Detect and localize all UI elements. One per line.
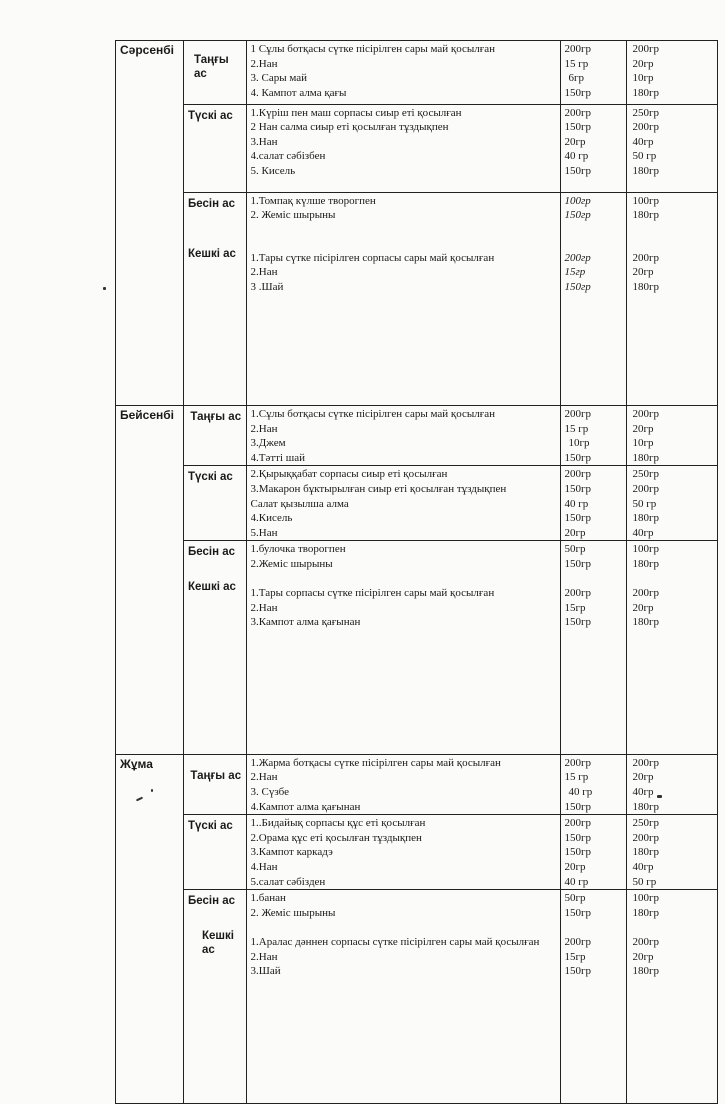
day-name: Жұма bbox=[116, 754, 184, 1103]
menu-item: 2. Жеміс шырыны bbox=[250, 906, 336, 919]
portion-value: 180гр bbox=[632, 451, 660, 464]
menu-item: 2 Нан салма сиыр еті қосылған тұздықпен bbox=[250, 121, 449, 134]
menu-item: 2.Нан bbox=[250, 771, 278, 784]
portion-col2 bbox=[626, 41, 717, 104]
portion-value: 40 гр bbox=[564, 150, 589, 163]
meal-items bbox=[246, 406, 560, 466]
menu-item: 1.Сұлы ботқасы сүтке пісірілген сары май қосылған bbox=[250, 408, 496, 420]
portion-value: 40 гр bbox=[564, 497, 589, 510]
portion-value: 200гр bbox=[632, 482, 660, 495]
menu-item: 3.Джем bbox=[250, 437, 286, 450]
portion-col2 bbox=[626, 755, 717, 815]
scan-speck bbox=[657, 795, 662, 798]
portion-col1 bbox=[560, 755, 626, 815]
menu-item: 1.Тары сорпасы сүтке пісірілген сары май қосылған bbox=[250, 587, 495, 600]
portion-value: 10гр bbox=[568, 437, 590, 450]
portion-value: 20гр bbox=[632, 57, 654, 70]
portion-value: 200гр bbox=[564, 468, 592, 481]
portion-value: 150гр bbox=[564, 86, 592, 99]
portion-col1 bbox=[560, 815, 626, 890]
portion-value: 200гр bbox=[564, 408, 592, 420]
menu-item: 2. Жеміс шырыны bbox=[250, 209, 336, 222]
menu-item: 4.Кампот алма қағынан bbox=[250, 800, 361, 813]
menu-item: 1 Сұлы ботқасы сүтке пісірілген сары май қосылған bbox=[250, 43, 496, 55]
menu-item: 3.Шай bbox=[250, 965, 281, 978]
menu-item: 3. Сүзбе bbox=[250, 786, 290, 799]
meal-row-breakfast bbox=[184, 755, 717, 815]
meal-items bbox=[246, 192, 560, 405]
meal-row-snack-dinner bbox=[184, 192, 717, 405]
day-meals bbox=[184, 406, 718, 755]
portion-value: 180гр bbox=[632, 846, 660, 859]
portion-value: 250гр bbox=[632, 106, 660, 119]
portion-value: 180гр bbox=[632, 906, 660, 919]
meals-table bbox=[184, 406, 717, 754]
portion-value: 200гр bbox=[564, 43, 592, 55]
portion-value: 15 гр bbox=[564, 771, 589, 784]
meal-label: Таңғы ас bbox=[184, 755, 246, 815]
meal-row-lunch bbox=[184, 815, 717, 890]
portion-col1 bbox=[560, 104, 626, 192]
meal-items bbox=[246, 41, 560, 104]
portion-value: 150гр bbox=[564, 280, 591, 293]
day-row bbox=[116, 754, 718, 1103]
meal-row-breakfast bbox=[184, 406, 717, 466]
scan-speck bbox=[103, 287, 106, 290]
portion-value: 200гр bbox=[564, 251, 591, 264]
portion-value: 180гр bbox=[632, 164, 660, 177]
portion-col2 bbox=[626, 192, 717, 405]
portion-value: 20гр bbox=[564, 861, 586, 874]
portion-value: 20гр bbox=[564, 135, 586, 148]
portion-value: 20гр bbox=[564, 526, 586, 539]
portion-col2 bbox=[626, 466, 717, 541]
menu-item: 1.Аралас дәннен сорпасы сүтке пісірілген сары май қосылған bbox=[250, 936, 540, 948]
portion-value: 100гр bbox=[632, 194, 660, 207]
portion-value: 10гр bbox=[632, 437, 654, 450]
portion-col1 bbox=[560, 41, 626, 104]
menu-item: 5.Нан bbox=[250, 526, 278, 539]
menu-item: 3.Кампот алма қағынан bbox=[250, 616, 361, 629]
meal-label: Түскі ас bbox=[184, 466, 246, 541]
meal-row-lunch bbox=[184, 466, 717, 541]
meal-items bbox=[246, 890, 560, 1103]
menu-item: 1..Бидайық сорпасы құс еті қосылған bbox=[250, 817, 426, 830]
menu-item: 4.Тәтті шай bbox=[250, 451, 306, 464]
meal-row-snack-dinner bbox=[184, 541, 717, 754]
portion-col1 bbox=[560, 466, 626, 541]
meal-label-dinner: Кешкі ас bbox=[188, 580, 236, 593]
day-name: Сәрсенбі bbox=[116, 41, 184, 406]
portion-value: 15гр bbox=[564, 601, 586, 614]
meal-items bbox=[246, 815, 560, 890]
portion-value: 180гр bbox=[632, 557, 660, 570]
portion-value: 100гр bbox=[564, 194, 591, 207]
menu-item: 2.Қырыққабат сорпасы сиыр еті қосылған bbox=[250, 468, 448, 481]
menu-item: 3.Нан bbox=[250, 135, 278, 148]
portion-col2 bbox=[626, 815, 717, 890]
portion-col2 bbox=[626, 104, 717, 192]
meal-label: Таңғы ас bbox=[184, 406, 246, 466]
portion-value: 15гр bbox=[564, 266, 586, 279]
menu-item: 4. Кампот алма қағы bbox=[250, 86, 347, 99]
menu-table bbox=[115, 40, 718, 1104]
menu-item: 4.Нан bbox=[250, 861, 278, 874]
portion-value: 20гр bbox=[632, 422, 654, 435]
portion-value: 180гр bbox=[632, 280, 660, 293]
meals-table bbox=[184, 41, 717, 405]
portion-value: 50 гр bbox=[632, 497, 657, 510]
menu-item: 5.салат сәбізден bbox=[250, 875, 326, 888]
portion-value: 150гр bbox=[564, 164, 592, 177]
menu-item: 3.Макарон бұктырылған сиыр еті қосылған тұздықпен bbox=[250, 482, 507, 495]
meals-table bbox=[184, 755, 717, 1103]
portion-value: 200гр bbox=[564, 756, 592, 769]
day-meals bbox=[184, 754, 718, 1103]
portion-value: 200гр bbox=[632, 408, 660, 420]
portion-value: 15 гр bbox=[564, 422, 589, 435]
portion-col2 bbox=[626, 541, 717, 754]
portion-value: 50 гр bbox=[632, 875, 657, 888]
portion-value: 200гр bbox=[564, 587, 592, 600]
menu-item: 2.Нан bbox=[250, 57, 278, 70]
portion-value: 200гр bbox=[632, 43, 660, 55]
menu-item: Салат қызылша алма bbox=[250, 497, 349, 510]
portion-col2 bbox=[626, 406, 717, 466]
menu-item: 3.Кампот каркадэ bbox=[250, 846, 333, 859]
portion-value: 180гр bbox=[632, 512, 660, 525]
portion-value: 20гр bbox=[632, 266, 654, 279]
portion-col2 bbox=[626, 890, 717, 1103]
portion-value: 180гр bbox=[632, 616, 660, 629]
menu-item: 4.салат сәбізбен bbox=[250, 150, 326, 163]
portion-value: 200гр bbox=[632, 936, 660, 948]
portion-value: 40 гр bbox=[568, 786, 593, 799]
portion-col1 bbox=[560, 541, 626, 754]
portion-value: 40гр bbox=[632, 786, 654, 799]
meal-label: Бесін ас Кешкі ас bbox=[184, 890, 246, 1103]
menu-item: 1.Тары сүтке пісірілген сорпасы сары май қосылған bbox=[250, 251, 495, 264]
meal-label: Түскі ас bbox=[184, 815, 246, 890]
menu-item: 5. Кисель bbox=[250, 164, 296, 177]
portion-value: 150гр bbox=[564, 209, 591, 222]
portion-value: 200гр bbox=[564, 936, 592, 948]
portion-value: 180гр bbox=[632, 965, 660, 978]
portion-value: 150гр bbox=[564, 906, 592, 919]
meal-items bbox=[246, 466, 560, 541]
portion-value: 150гр bbox=[564, 616, 592, 629]
meal-label-dinner: Кешкі ас bbox=[188, 247, 236, 260]
menu-item: 1.Жарма ботқасы сүтке пісірілген сары май қосылған bbox=[250, 756, 501, 769]
menu-item: 1.Томпақ күлше творогпен bbox=[250, 194, 376, 207]
portion-value: 150гр bbox=[564, 800, 592, 813]
portion-value: 100гр bbox=[632, 543, 660, 556]
portion-value: 40 гр bbox=[564, 875, 589, 888]
portion-value: 200гр bbox=[632, 587, 660, 600]
portion-value: 6гр bbox=[568, 72, 585, 85]
menu-item: 2.Нан bbox=[250, 950, 278, 963]
menu-item: 2.Орама құс еті қосылған тұздықпен bbox=[250, 831, 422, 844]
day-name: Бейсенбі bbox=[116, 406, 184, 755]
portion-value: 20гр bbox=[632, 601, 654, 614]
portion-value: 150гр bbox=[564, 846, 592, 859]
portion-value: 150гр bbox=[564, 557, 592, 570]
menu-item: 1.банан bbox=[250, 892, 286, 905]
portion-value: 200гр bbox=[632, 121, 660, 134]
day-row bbox=[116, 41, 718, 406]
portion-value: 150гр bbox=[564, 965, 592, 978]
day-meals bbox=[184, 41, 718, 406]
portion-value: 180гр bbox=[632, 800, 660, 813]
portion-value: 250гр bbox=[632, 468, 660, 481]
portion-value: 150гр bbox=[564, 482, 592, 495]
meal-label: Бесін ас Кешкі ас bbox=[184, 541, 246, 754]
menu-item: 2.Нан bbox=[250, 601, 278, 614]
day-row bbox=[116, 406, 718, 755]
portion-value: 200гр bbox=[632, 831, 660, 844]
menu-item: 3. Сары май bbox=[250, 72, 308, 85]
portion-value: 15гр bbox=[564, 950, 586, 963]
portion-col1 bbox=[560, 192, 626, 405]
menu-item: 4.Кисель bbox=[250, 512, 293, 525]
scan-speck bbox=[151, 789, 153, 792]
portion-value: 40гр bbox=[632, 526, 654, 539]
meal-items bbox=[246, 755, 560, 815]
menu-item: 1.булочка творогпен bbox=[250, 543, 346, 556]
meal-row-snack-dinner bbox=[184, 890, 717, 1103]
portion-value: 50гр bbox=[564, 543, 586, 556]
meal-row-breakfast bbox=[184, 41, 717, 104]
portion-value: 40гр bbox=[632, 135, 654, 148]
menu-item: 3 .Шай bbox=[250, 280, 284, 293]
portion-value: 150гр bbox=[564, 451, 592, 464]
portion-value: 100гр bbox=[632, 892, 660, 905]
portion-value: 250гр bbox=[632, 817, 660, 830]
portion-value: 150гр bbox=[564, 512, 592, 525]
meal-label: Бесін ас Кешкі ас bbox=[184, 192, 246, 405]
meal-items bbox=[246, 104, 560, 192]
portion-value: 180гр bbox=[632, 209, 660, 222]
portion-col1 bbox=[560, 890, 626, 1103]
menu-item: 2.Нан bbox=[250, 266, 278, 279]
portion-value: 10гр bbox=[632, 72, 654, 85]
portion-value: 20гр bbox=[632, 771, 654, 784]
portion-value: 200гр bbox=[564, 817, 592, 830]
meal-items bbox=[246, 541, 560, 754]
meal-label: Таңғы ас bbox=[184, 41, 246, 104]
portion-value: 200гр bbox=[564, 106, 592, 119]
menu-item: 2.Жеміс шырыны bbox=[250, 557, 333, 570]
portion-value: 180гр bbox=[632, 86, 660, 99]
portion-col1 bbox=[560, 406, 626, 466]
portion-value: 200гр bbox=[632, 756, 660, 769]
portion-value: 40гр bbox=[632, 861, 654, 874]
portion-value: 15 гр bbox=[564, 57, 589, 70]
portion-value: 150гр bbox=[564, 121, 592, 134]
portion-value: 150гр bbox=[564, 831, 592, 844]
meal-label: Түскі ас bbox=[184, 104, 246, 192]
menu-item: 2.Нан bbox=[250, 422, 278, 435]
portion-value: 20гр bbox=[632, 950, 654, 963]
menu-item: 1.Күріш пен маш сорпасы сиыр еті қосылған bbox=[250, 106, 462, 119]
portion-value: 50 гр bbox=[632, 150, 657, 163]
portion-value: 200гр bbox=[632, 251, 660, 264]
portion-value: 50гр bbox=[564, 892, 586, 905]
meal-label-dinner: Кешкі ас bbox=[202, 929, 234, 956]
meal-row-lunch bbox=[184, 104, 717, 192]
